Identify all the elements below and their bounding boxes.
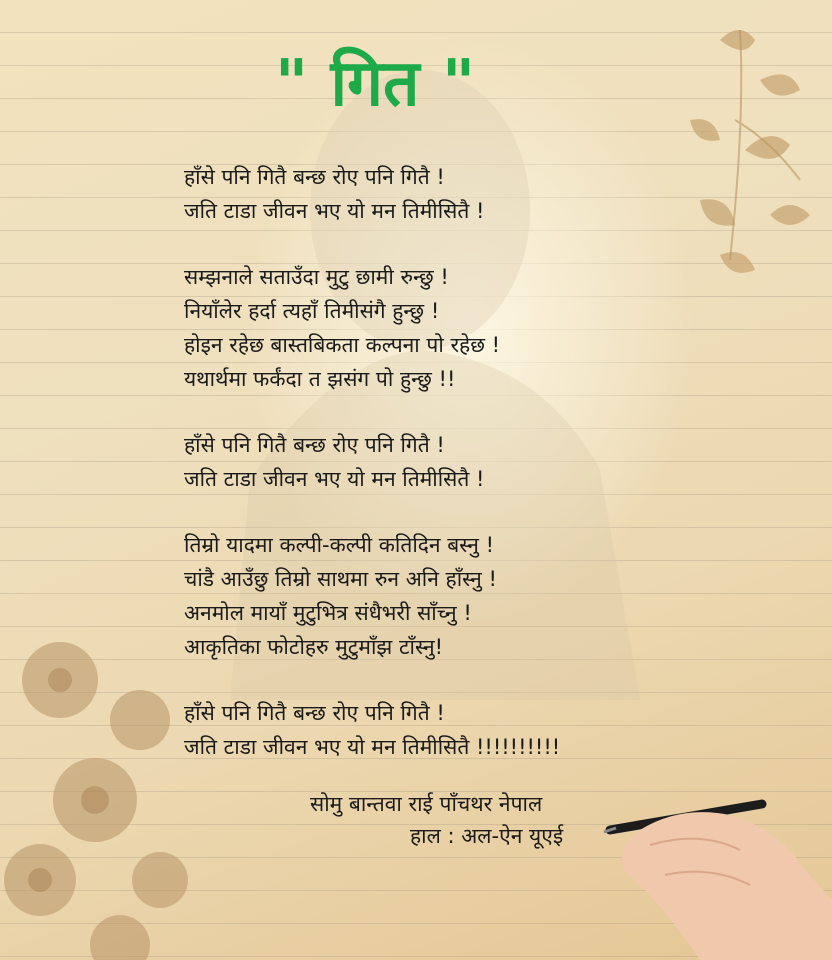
poem-line: अनमोल मायाँ मुटुभित्र संधैभरी साँच्नु ! <box>184 601 472 625</box>
author-name: सोमु बान्तवा राई पाँचथर नेपाल <box>310 792 543 816</box>
poem-line: तिम्रो यादमा कल्पी-कल्पी कतिदिन बस्नु ! <box>184 533 495 557</box>
poem-line: नियाँलेर हर्दा त्यहाँ तिमीसंगै हुन्छु ! <box>184 299 440 323</box>
poem-line: हाँसे पनि गितै बन्छ रोए पनि गितै ! <box>184 433 445 457</box>
poem-title: " गित " <box>274 47 476 121</box>
poem-line: यथार्थमा फर्कंदा त झसंग पो हुन्छु !! <box>184 367 456 391</box>
author-location: हाल : अल-ऐन यूएई <box>410 824 564 848</box>
poem-line: जति टाडा जीवन भए यो मन तिमीसितै ! <box>184 199 485 223</box>
poem-line: हाँसे पनि गितै बन्छ रोए पनि गितै ! <box>184 165 445 189</box>
poem-line: सम्झनाले सताउँदा मुटु छामी रुन्छु ! <box>184 265 449 289</box>
poem-line: जति टाडा जीवन भए यो मन तिमीसितै ! <box>184 467 485 491</box>
poem-line: हाँसे पनि गितै बन्छ रोए पनि गितै ! <box>184 701 445 725</box>
poem-line: जति टाडा जीवन भए यो मन तिमीसितै !!!!!!!!!! <box>184 735 561 759</box>
poem-line: चांडै आउँछु तिम्रो साथमा रुन अनि हाँस्नु ! <box>184 567 497 591</box>
poem-line: आकृतिका फोटोहरु मुटुमाँझ टाँस्नु! <box>184 635 444 659</box>
poem-line: होइन रहेछ बास्तबिकता कल्पना पो रहेछ ! <box>184 333 501 357</box>
